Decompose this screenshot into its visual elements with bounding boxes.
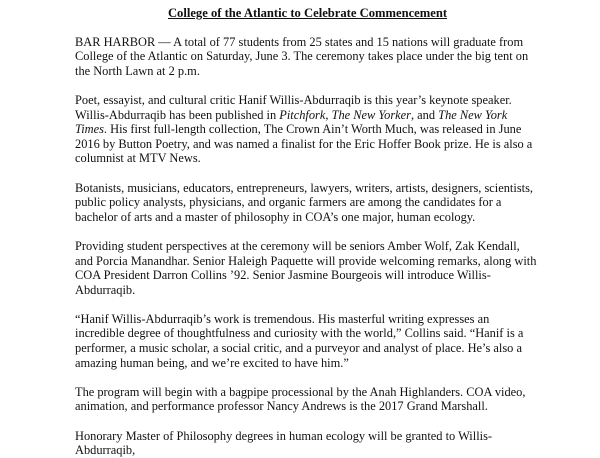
publication-new-yorker: The New Yorker xyxy=(331,107,411,122)
document-title: College of the Atlantic to Celebrate Commencement xyxy=(167,6,448,20)
paragraph-program: The program will begin with a bagpipe processional by the Anah Highlanders. COA video, animation, and performance professor Nancy Andrews is the 2017 Grand Marshall. xyxy=(75,384,526,414)
paragraph-student-perspectives: Providing student perspectives at the ceremony will be seniors Amber Wolf, Zak Kendall, and Porcia Manandhar. Senior Haleigh Paquette will provide welcoming remarks, along with COA President Darron Collins ’92. Senior Jasmine Bourgeois will introduce Willis-Abdurraqib. xyxy=(75,238,537,297)
keynote-intro-text: Poet, essayist, and cultural critic Hanif Willis-Abdurraqib is this year’s keynote speaker. Willis-Abdurraqib has been published in xyxy=(75,92,512,122)
paragraph-candidates: Botanists, musicians, educators, entrepreneurs, lawyers, writers, artists, designers, scientists, public policy analysts, physicians, and organic farmers are among the candidates for a bachelor of arts and a master of philosophy in COA’s one major, human ecology. xyxy=(75,180,534,224)
keynote-rest-text: . His first full-length collection, The Crown Ain’t Worth Much, was released in June 2016 by Button Poetry, and was named a finalist for the Eric Hoffer Book prize. He is also a columnist at MTV News. xyxy=(75,122,533,166)
paragraph-quote: “Hanif Willis-Abdurraqib’s work is tremendous. His masterful writing expresses an incredible degree of thoughtfulness and curiosity with the world,” Collins said. “Hanif is a performer, a music scholar, a social critic, and a purveyor and analyst of place. He’s also a amazing human being, and we’re excited to have him.” xyxy=(75,311,524,370)
publication-nyt: The New York Times xyxy=(75,107,508,137)
publication-pitchfork: Pitchfork xyxy=(279,107,326,122)
separator-text: , and xyxy=(410,107,439,122)
paragraph-honorary-degrees: Honorary Master of Philosophy degrees in human ecology will be granted to Willis-Abdurraqib, xyxy=(75,428,493,458)
separator-text: , xyxy=(325,107,332,122)
paragraph-intro: BAR HARBOR — A total of 77 students from 25 states and 15 nations will graduate from College of the Atlantic on Saturday, June 3. The ceremony takes place under the big tent on the North Lawn at 2 p.m. xyxy=(75,34,529,78)
paragraph-keynote-speaker xyxy=(75,93,540,166)
